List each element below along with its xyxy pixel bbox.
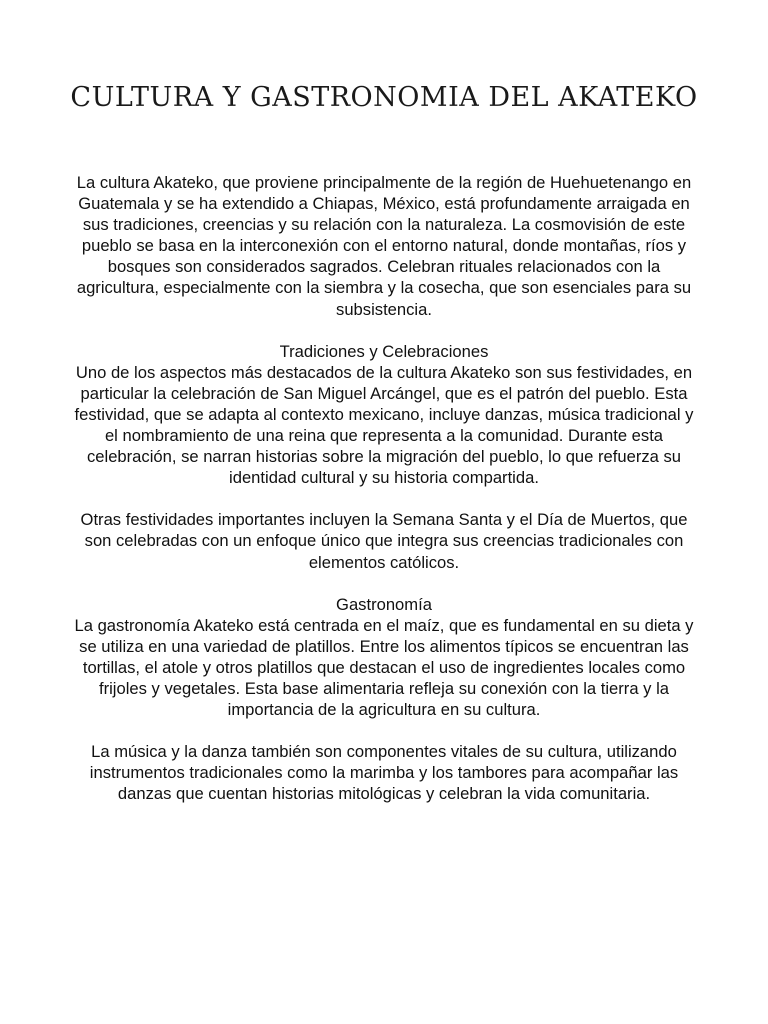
gastronomy-heading: Gastronomía xyxy=(336,594,432,614)
traditions-paragraph: Uno de los aspectos más destacados de la cultura Akateko son sus festividades, en particular la celebración de San Miguel Arcángel, que es el patrón del pueblo. Esta festividad, que se adapta al contexto mexicano, incluye danzas, música tradicional y el nombramiento de una reina que representa a la comunidad. Durante esta celebración, se narran historias sobre la migración del pueblo, lo que refuerza su identidad cultural y su historia compartida. xyxy=(74,362,694,488)
traditions-heading: Tradiciones y Celebraciones xyxy=(279,341,489,361)
festivities-paragraph: Otras festividades importantes incluyen la Semana Santa y el Día de Muertos, que son celebradas con un enfoque único que integra sus creencias tradicionales con elementos católicos. xyxy=(80,510,688,572)
intro-paragraph: La cultura Akateko, que proviene principalmente de la región de Huehuetenango en Guatemala y se ha extendido a Chiapas, México, está profundamente arraigada en sus tradiciones, creencias y su relación con la naturaleza. La cosmovisión de este pueblo se basa en la interconexión con el entorno natural, donde montañas, ríos y bosques son considerados sagrados. Celebran rituales relacionados con la agricultura, especialmente con la siembra y la cosecha, que son esenciales para su subsistencia. xyxy=(76,173,692,319)
music-paragraph: La música y la danza también son componentes vitales de su cultura, utilizando instrumentos tradicionales como la marimba y los tambores para acompañar las danzas que cuentan historias mitológicas y celebran la vida comunitaria. xyxy=(89,742,679,804)
gastronomy-paragraph: La gastronomía Akateko está centrada en el maíz, que es fundamental en su dieta y se utiliza en una variedad de platillos. Entre los alimentos típicos se encuentran las tortillas, el atole y otros platillos que destacan el uso de ingredientes locales como frijoles y vegetales. Esta base alimentaria refleja su conexión con la tierra y la importancia de la agricultura en su cultura. xyxy=(74,615,694,720)
document-body xyxy=(74,172,694,825)
traditions-section xyxy=(74,341,694,489)
gastronomy-section xyxy=(74,594,694,721)
document-title: CULTURA Y GASTRONOMIA DEL AKATEKO xyxy=(70,82,698,113)
